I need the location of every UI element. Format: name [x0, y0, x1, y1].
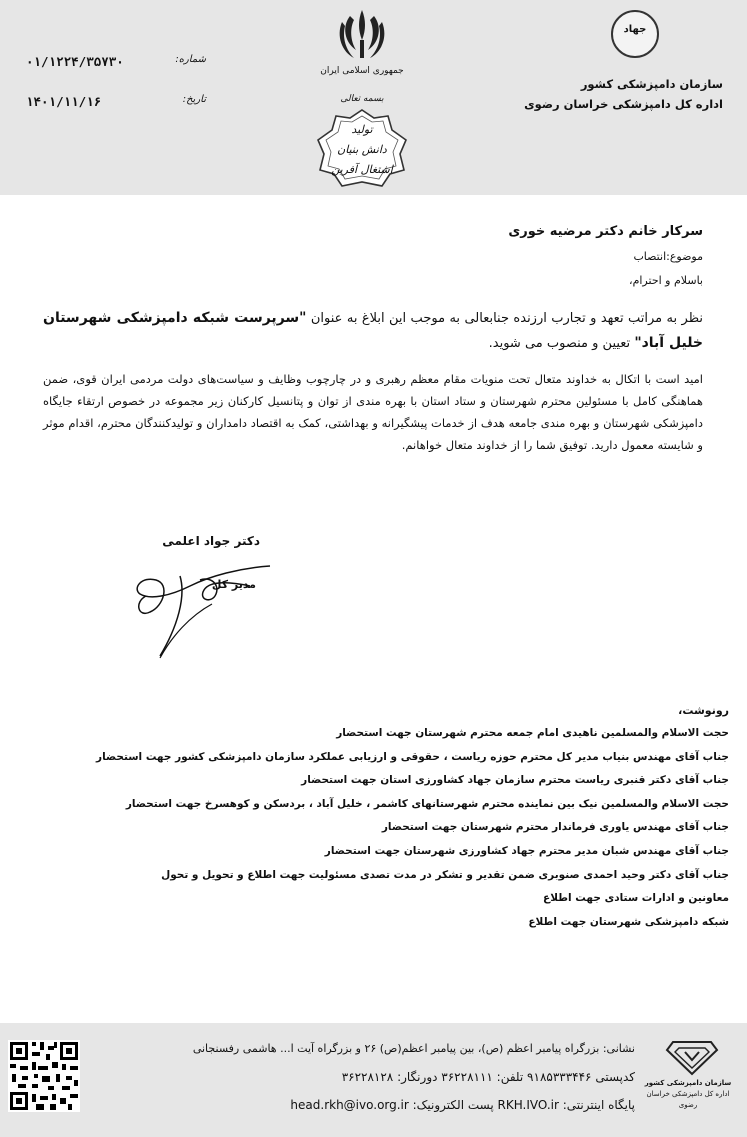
- cc-item: شبکه دامپزشکی شهرستان جهت اطلاع: [528, 915, 729, 928]
- appointment-paragraph: [43, 306, 703, 356]
- letter-date-label: تاریخ:: [182, 94, 206, 105]
- footer-web: پایگاه اینترنتی: RKH.IVO.ir پست الکترونیک: head.rkh@ivo.org.ir: [290, 1098, 635, 1112]
- jahad-logo: [611, 10, 659, 58]
- cc-item: حجت الاسلام والمسلمین ناهیدی امام جمعه محترم شهرستان جهت استحضار: [336, 727, 729, 739]
- body-paragraph: امید است با اتکال به خداوند متعال تحت منویات مقام معظم رهبری و در چارچوب وظایف و سیاست‌های دولت مردمی ایران قوی، ضمن هماهنگی کامل با مسئولین محترم شهرستان و ستاد استان با بهره مندی از توان و پتانسیل کارکنان زیر مجموعه در خصوص ارتقاء جایگاه دامپزشکی شهرستان و بهره مندی جامعه هدف از خدمات پیشگیرانه و بهداشتی، کمک به اقتصاد دامداران و تولیدکنندگان محترم، اقدام موثر و شایسته معمول دارید. توفیق شما را از خداوند متعال خواهانم.: [43, 372, 703, 452]
- slogan-line-3: اشتغال آفرین: [331, 163, 393, 176]
- organization-name: [503, 74, 723, 114]
- handwritten-signature: [120, 546, 290, 666]
- signer-name: دکتر جواد اعلمی: [162, 534, 260, 548]
- letter-number-row: [26, 54, 206, 74]
- letterhead: [0, 0, 747, 195]
- letter-number-label: شماره:: [175, 54, 206, 65]
- cc-item: جناب آقای مهندس بنیاب مدیر کل محترم حوزه ریاست ، حقوقی و ارزیابی عملکرد سازمان دامپزشکی کشور جهت استحضار: [96, 750, 729, 763]
- addressee: سرکار خانم دکتر مرضیه خوری: [508, 224, 703, 239]
- cc-item: حجت الاسلام والمسلمین نیک بین نماینده محترم شهرستانهای کاشمر ، خلیل آباد ، بردسکن و کوهسرخ جهت استحضار: [125, 797, 729, 810]
- cc-item: معاونین و ادارات ستادی جهت اطلاع: [543, 892, 729, 905]
- signer-title: مدیر کل: [211, 578, 256, 591]
- letter-date-value: ۱۴۰۱/۱۱/۱۶: [26, 94, 102, 109]
- cc-list: [89, 722, 729, 934]
- slogan-text: [316, 120, 408, 180]
- subject-line: موضوع:انتصاب: [633, 250, 703, 263]
- greeting: باسلام و احترام،: [629, 274, 703, 287]
- cc-item: جناب آقای مهندس شبان مدیر محترم جهاد کشاورزی شهرستان جهت استحضار: [324, 844, 729, 857]
- iran-emblem-icon: [336, 6, 388, 62]
- cc-item: جناب آقای دکتر قنبری ریاست محترم سازمان جهاد کشاورزی استان جهت استحضار: [301, 774, 729, 787]
- cc-item: جناب آقای مهندس یاوری فرماندار محترم شهرستان جهت استحضار: [381, 821, 729, 834]
- cc-item: جناب آقای دکتر وحید احمدی صنوبری ضمن تقدیر و تشکر در مدت تصدی مسئولیت جهت اطلاع و تحویل و تحول: [161, 868, 729, 881]
- logo-word: جهاد: [623, 24, 647, 35]
- qr-code-icon: [8, 1040, 80, 1112]
- org-name-line-2: اداره کل دامپزشکی خراسان رضوی: [524, 97, 723, 111]
- cc-title: رونوشت،: [678, 704, 729, 717]
- emblem-caption: جمهوری اسلامی ایران: [320, 66, 404, 76]
- org-name-line-1: سازمان دامپزشکی کشور: [580, 77, 723, 91]
- appointment-position: "سرپرست شبکه دامپزشکی شهرستان خلیل آباد": [43, 310, 703, 351]
- basmala: بسمه تعالی: [340, 94, 384, 104]
- veterinary-logo-icon: [665, 1040, 719, 1076]
- footer-logo-text: [643, 1078, 733, 1111]
- footer-logo-line-2: اداره کل دامپزشکی خراسان رضوی: [646, 1090, 730, 1109]
- paragraph1-start: نظر به مراتب تعهد و تجارب ارزنده جنابعالی به موجب این ابلاغ به عنوان: [306, 311, 703, 326]
- paragraph1-end: تعیین و منصوب می شوید.: [488, 336, 635, 351]
- letter-number-value: ۰۱/۱۲۲۴/۳۵۷۳۰: [26, 54, 124, 69]
- slogan-line-1: تولید: [351, 123, 373, 136]
- footer-contact: کدپستی ۹۱۸۵۳۳۳۴۴۶ تلفن: ۳۶۲۲۸۱۱۱ دورنگار: ۳۶۲۲۸۱۲۸: [341, 1070, 635, 1084]
- footer-logo-line-1: سازمان دامپزشکی کشور: [644, 1079, 732, 1087]
- slogan-line-2: دانش بنیان: [337, 143, 387, 156]
- footer-address: نشانی: بزرگراه پیامبر اعظم (ص)، بین پیامبر اعظم(ص) ۲۶ و بزرگراه آیت ا... هاشمی رفسنجانی: [192, 1042, 635, 1055]
- letter-date-row: [26, 94, 206, 114]
